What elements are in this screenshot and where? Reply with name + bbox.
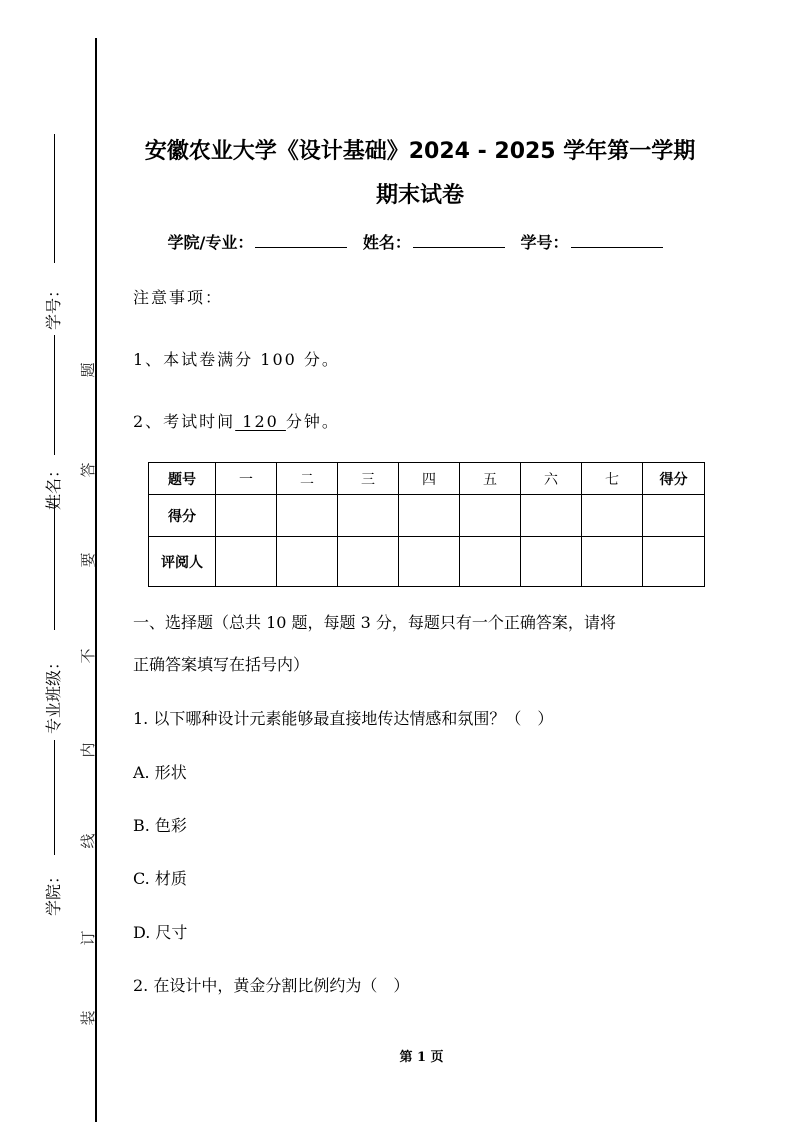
score-cell[interactable] [277, 495, 338, 537]
reviewer-cell[interactable] [216, 537, 277, 587]
seal-char: 答 [79, 462, 97, 478]
row-label: 评阅人 [149, 537, 216, 587]
header-cell: 二 [277, 463, 338, 495]
score-cell[interactable] [521, 495, 582, 537]
header-cell: 一 [216, 463, 277, 495]
exam-title-line2: 期末试卷 [375, 183, 464, 208]
student-id-label: 学号： [520, 233, 569, 252]
header-cell: 题号 [149, 463, 216, 495]
note-item-1: 1、本试卷满分 100 分。 [133, 350, 340, 369]
binding-line [95, 38, 97, 1122]
note-item-2 [133, 409, 340, 432]
section-heading-line1: 一、选择题（总共 10 题，每题 3 分，每题只有一个正确答案，请将 [133, 613, 616, 632]
question-1-option-c: C. 材质 [133, 869, 187, 888]
seal-char: 装 [79, 1010, 97, 1026]
question-1: 1. 以下哪种设计元素能够最直接地传达情感和氛围？（ ） [133, 709, 554, 728]
reviewer-cell[interactable] [582, 537, 643, 587]
reviewer-cell[interactable] [399, 537, 460, 587]
reviewer-cell[interactable] [521, 537, 582, 587]
college-major-label: 学院/专业： [167, 233, 254, 252]
reviewer-cell[interactable] [277, 537, 338, 587]
margin-label-name: 姓名： [44, 462, 63, 511]
exam-title-line1: 安徽农业大学《设计基础》2024 - 2025 学年第一学期 [144, 139, 696, 164]
score-table-row [149, 495, 705, 537]
score-cell[interactable] [460, 495, 521, 537]
seal-char: 要 [79, 552, 97, 568]
header-cell: 七 [582, 463, 643, 495]
question-1-option-a: A. 形状 [133, 763, 187, 782]
exam-title [120, 130, 720, 218]
student-id-field[interactable] [571, 233, 663, 248]
note-item-2-suffix: 分钟。 [285, 412, 340, 431]
score-cell[interactable] [582, 495, 643, 537]
student-info-row [120, 230, 720, 253]
name-label: 姓名： [362, 233, 411, 252]
score-table-header-row [149, 463, 705, 495]
name-field[interactable] [413, 233, 505, 248]
reviewer-cell[interactable] [460, 537, 521, 587]
score-cell[interactable] [399, 495, 460, 537]
page-number: 第 1 页 [399, 1050, 444, 1065]
seal-char: 订 [79, 930, 97, 946]
reviewer-cell[interactable] [338, 537, 399, 587]
student-id-fill-line [54, 134, 55, 263]
row-label: 得分 [149, 495, 216, 537]
college-major-field[interactable] [255, 233, 347, 248]
reviewer-cell[interactable] [643, 537, 705, 587]
score-cell[interactable] [338, 495, 399, 537]
name-fill-line [54, 335, 55, 455]
header-cell: 三 [338, 463, 399, 495]
seal-char: 不 [79, 648, 97, 664]
header-cell: 得分 [643, 463, 705, 495]
score-table [148, 462, 705, 587]
score-table-row [149, 537, 705, 587]
margin-label-class: 专业班级： [44, 653, 63, 734]
question-2: 2. 在设计中，黄金分割比例约为（ ） [133, 976, 410, 995]
section-heading-line2: 正确答案填写在括号内） [133, 655, 310, 674]
seal-char: 内 [79, 742, 97, 758]
margin-label-student-id: 学号： [44, 282, 63, 331]
margin-label-college: 学院： [44, 868, 63, 917]
header-cell: 五 [460, 463, 521, 495]
score-cell[interactable] [216, 495, 277, 537]
score-cell[interactable] [643, 495, 705, 537]
note-item-2-prefix: 2、考试时间 [133, 412, 236, 431]
notes-heading: 注意事项： [133, 288, 224, 307]
header-cell: 四 [399, 463, 460, 495]
question-1-option-b: B. 色彩 [133, 816, 187, 835]
college-fill-line [54, 740, 55, 855]
question-1-option-d: D. 尺寸 [133, 923, 188, 942]
seal-char: 线 [79, 833, 97, 849]
header-cell: 六 [521, 463, 582, 495]
exam-duration-value: 120 [235, 412, 286, 431]
seal-char: 题 [79, 362, 97, 378]
